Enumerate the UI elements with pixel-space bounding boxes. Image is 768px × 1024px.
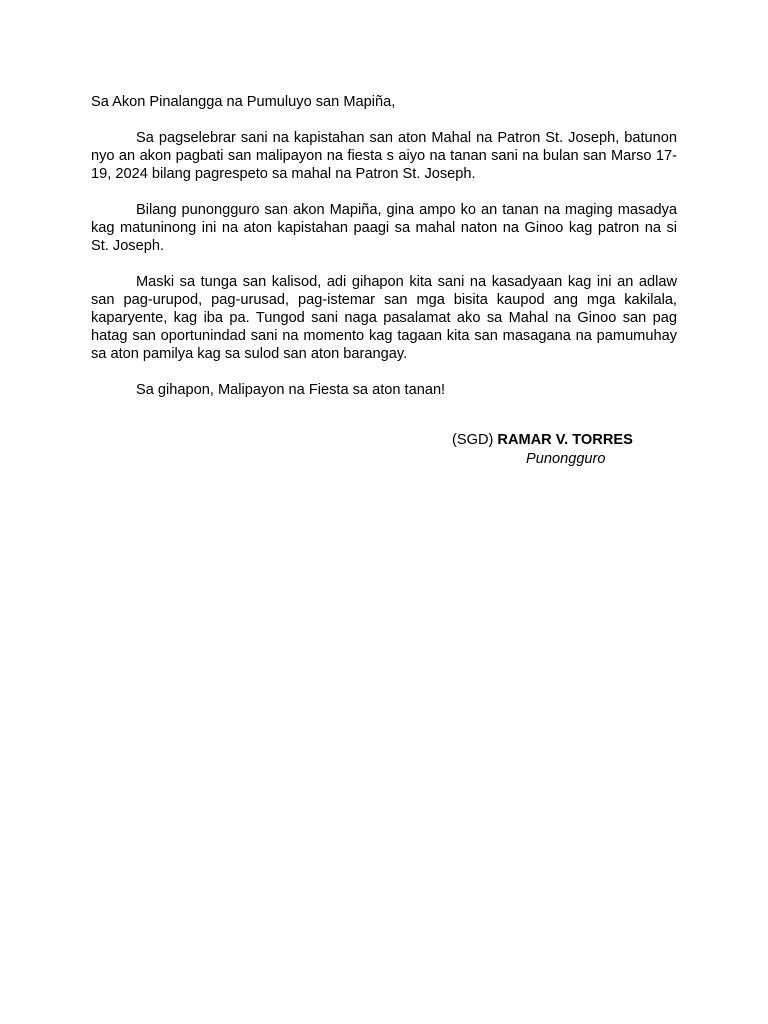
paragraph-3: Maski sa tunga san kalisod, adi gihapon kita sani na kasadyaan kag ini an adlaw san pag-urupod, pag-urusad, pag-istemar san mga bisita kaupod ang mga kakilala, kaparyente, kag iba pa. Tungod sani naga pasalamat ako sa Mahal na Ginoo san pag hatag san oportunindad sani na momento kag tagaan kita san masagana na pamumuhay sa aton pamilya kag sa sulod san aton barangay. — [91, 274, 677, 362]
paragraph-2: Bilang punongguro san akon Mapiña, gina ampo ko an tanan na maging masadya kag matuninong ini na aton kapistahan paagi sa mahal naton na Ginoo kag patron na si St. Joseph. — [91, 202, 677, 254]
letter-body — [91, 93, 677, 399]
paragraph-1: Sa pagselebrar sani na kapistahan san aton Mahal na Patron St. Joseph, batunon nyo an akon pagbati san malipayon na fiesta s aiyo na tanan sani na bulan san Marso 17-19, 2024 bilang pagrespeto sa mahal na Patron St. Joseph. — [91, 130, 677, 182]
closing-line: Sa gihapon, Malipayon na Fiesta sa aton tanan! — [136, 382, 446, 398]
signature-block — [452, 431, 633, 469]
signature-prefix: (SGD) — [452, 432, 498, 448]
signature-line — [452, 431, 633, 450]
signatory-name: RAMAR V. TORRES — [497, 432, 633, 448]
salutation: Sa Akon Pinalangga na Pumuluyo san Mapiña, — [91, 94, 396, 110]
signatory-title: Punongguro — [526, 451, 606, 467]
